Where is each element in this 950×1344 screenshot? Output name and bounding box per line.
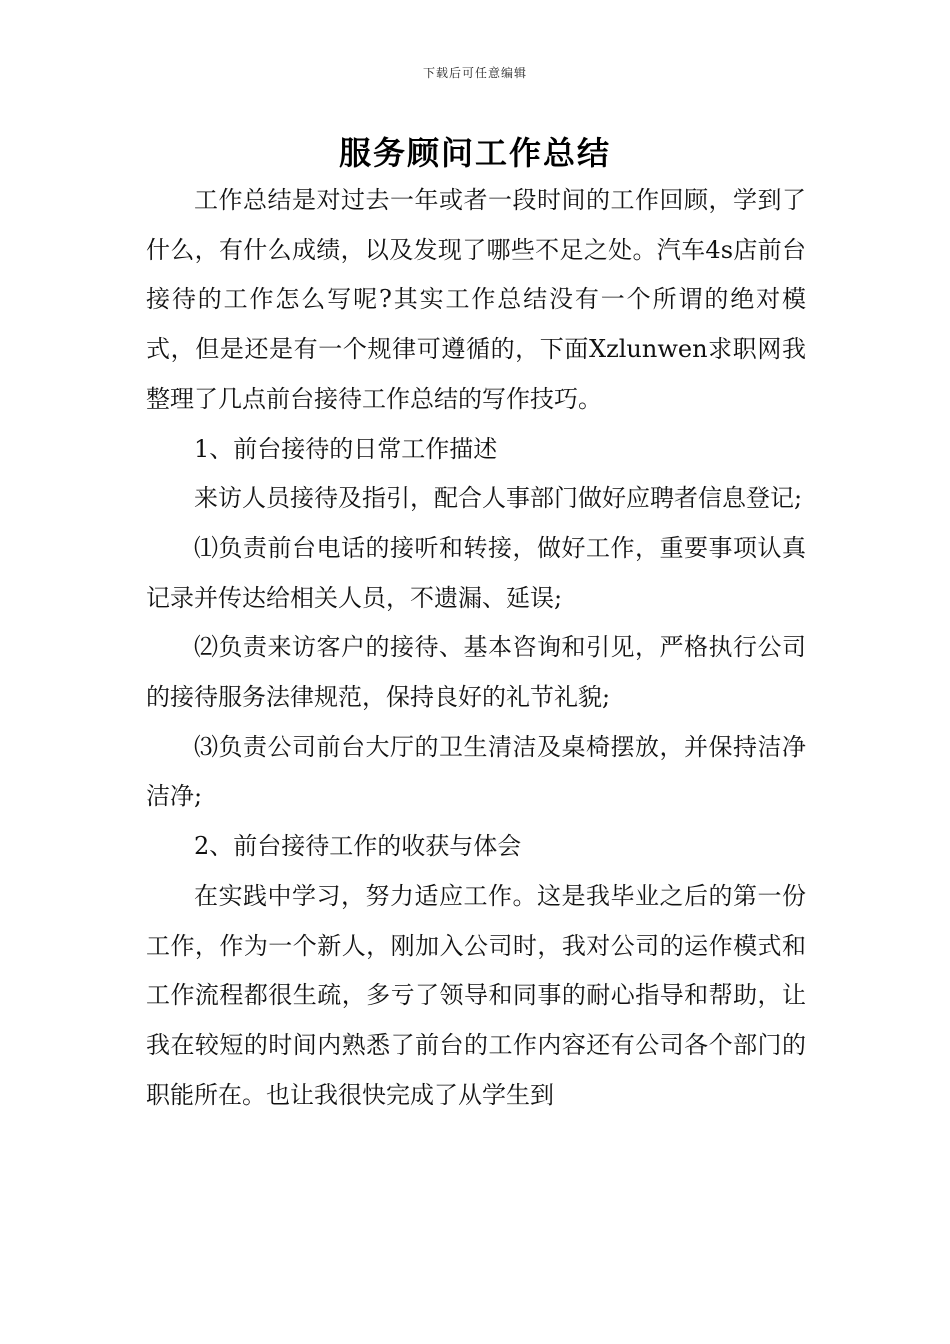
section-heading-daily-work: 1、前台接待的日常工作描述 [194, 434, 498, 463]
header-note: 下载后可任意编辑 [422, 66, 527, 80]
paragraph-visitor-reception: 来访人员接待及指引，配合人事部门做好应聘者信息登记; [194, 484, 803, 513]
paragraph-learning: 在实践中学习，努力适应工作。这是我毕业之后的第一份工作，作为一个新人，刚加入公司时，我对公司的运作模式和工作流程都很生疏，多亏了领导和同事的耐心指导和帮助，让我在较短的时间内熟悉了前台的工作内容还有公司各个部门的职能所在。也让我很快完成了从学生到 [146, 881, 806, 1109]
document-body [146, 176, 806, 1120]
list-item-lobby-cleaning: ⑶负责公司前台大厅的卫生清洁及桌椅摆放，并保持洁净洁净; [146, 732, 806, 811]
document-title: 服务顾问工作总结 [338, 134, 611, 172]
list-item-phone-duty: ⑴负责前台电话的接听和转接，做好工作，重要事项认真记录并传达给相关人员，不遗漏、延误; [146, 533, 806, 612]
section-heading-gains: 2、前台接待工作的收获与体会 [194, 832, 522, 861]
list-item-client-reception: ⑵负责来访客户的接待、基本咨询和引见，严格执行公司的接待服务法律规范，保持良好的礼节礼貌; [146, 633, 806, 712]
paragraph-intro: 工作总结是对过去一年或者一段时间的工作回顾，学到了什么，有什么成绩，以及发现了哪些不足之处。汽车4s店前台接待的工作怎么写呢?其实工作总结没有一个所谓的绝对模式，但是还是有一个规律可遵循的，下面Xzlunwen求职网我整理了几点前台接待工作总结的写作技巧。 [146, 186, 806, 413]
